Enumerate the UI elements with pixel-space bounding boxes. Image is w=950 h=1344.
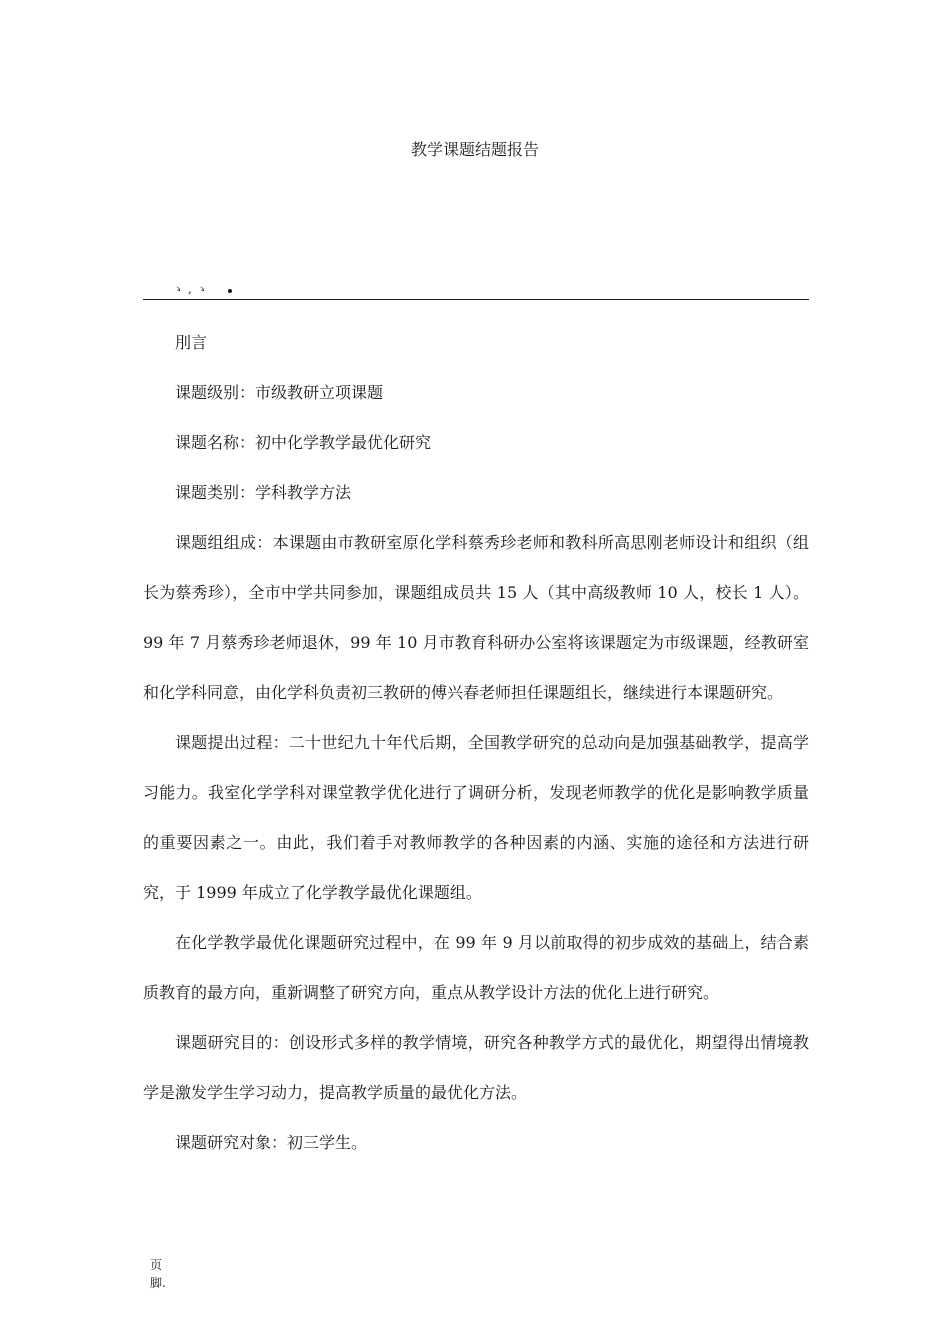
paragraph-preface: 刖言 [175,333,208,352]
document-title: 教学课题结题报告 [410,140,539,159]
header-marks: ゝ,ゝ [172,282,212,296]
paragraph-subjects: 课题研究对象：初三学生。 [175,1133,368,1152]
document-body [143,318,809,1168]
paragraph-category: 课题类别：学科教学方法 [175,483,352,502]
paragraph-origin: 课题提出过程：二十世纪九十年代后期，全国教学研究的总动向是加强基础教学，提高学习能力。我室化学学科对课堂教学优化进行了调研分析，发现老师教学的优化是影响教学质量的重要因素之一。由此，我们着手对教师教学的各种因素的内涵、实施的途径和方法进行研究，于 1999 年成立了化学教学最优化课题组。 [143,733,809,902]
header-rule [143,299,809,300]
paragraph-purpose: 课题研究目的：创设形式多样的教学情境，研究各种教学方式的最优化，期望得出情境教学是激发学生学习动力，提高教学质量的最优化方法。 [143,1033,809,1102]
paragraph-team: 课题组组成：本课题由市教研室原化学科蔡秀珍老师和教科所高思刚老师设计和组织（组长为蔡秀珍），全市中学共同参加，课题组成员共 15 人（其中高级教师 10 人，校长 1 人）。99 年 7 月蔡秀珍老师退休，99 年 10 月市教育科研办公室将该课题定为市级课题，经教研室和化学科同意，由化学科负责初三教研的傅兴春老师担任课题组长，继续进行本课题研究。 [143,533,809,702]
header-dot-icon [228,289,232,293]
paragraph-name: 课题名称：初中化学教学最优化研究 [175,433,432,452]
paragraph-level: 课题级别：市级教研立项课题 [175,383,384,402]
page-footer [150,1256,166,1292]
footer-line-2: 脚. [150,1276,166,1290]
paragraph-process: 在化学教学最优化课题研究过程中，在 99 年 9 月以前取得的初步成效的基础上，结合素质教育的最方向，重新调整了研究方向，重点从教学设计方法的优化上进行研究。 [143,933,809,1002]
footer-line-1: 页 [150,1258,163,1272]
